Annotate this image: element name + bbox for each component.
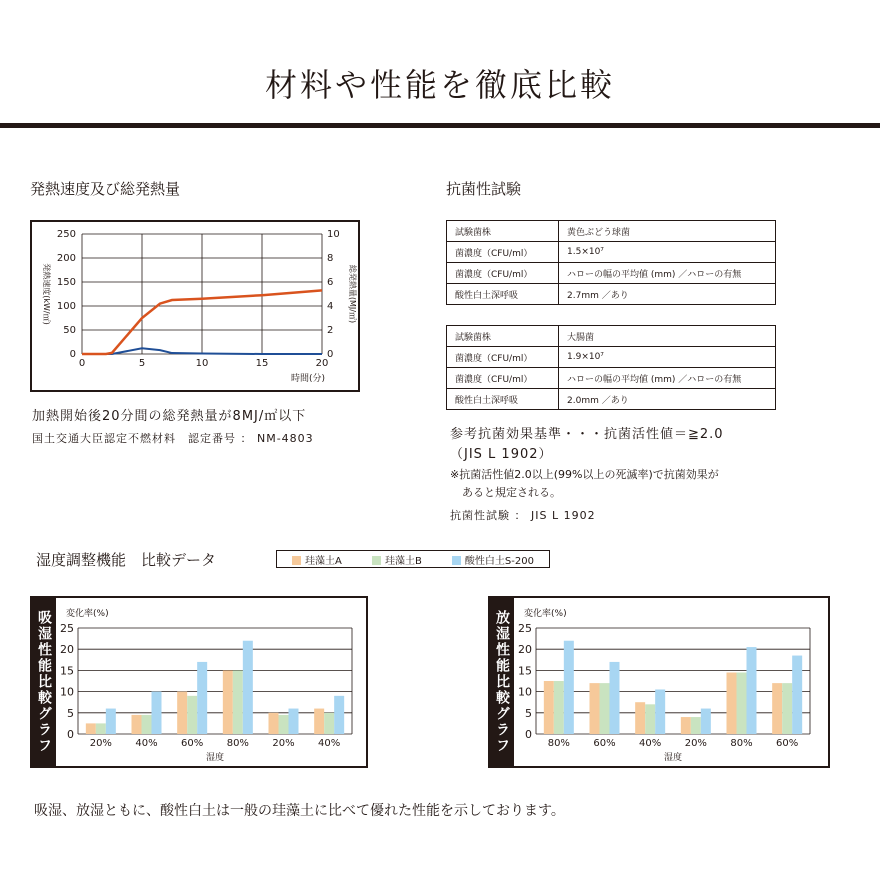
bar xyxy=(289,709,299,734)
x-axis-label: 時間(分) xyxy=(290,374,326,384)
legend-item xyxy=(452,552,534,567)
antibac-table-1 xyxy=(446,220,776,305)
title-divider xyxy=(0,123,880,128)
heat-section-title: 発熱速度及び総発熱量 xyxy=(30,180,181,198)
bar xyxy=(223,670,233,734)
y2-tick-label: 0 xyxy=(327,349,334,360)
bar xyxy=(86,723,96,734)
table-value: ハローの幅の平均値 (mm) ／ハローの有無 xyxy=(559,263,776,284)
table-key: 酸性白土深呼吸 xyxy=(447,389,559,410)
bar xyxy=(96,723,106,734)
x-tick-label: 40% xyxy=(135,738,158,749)
x-tick-label: 10 xyxy=(195,358,209,369)
table-value: 黄色ぶどう球菌 xyxy=(559,221,776,242)
release-chart-frame xyxy=(512,596,830,768)
x-tick-label: 40% xyxy=(318,738,341,749)
bar xyxy=(269,713,279,734)
bar xyxy=(691,717,701,734)
legend-swatch xyxy=(452,556,461,565)
x-tick-label: 20% xyxy=(272,738,295,749)
table-key: 酸性白土深呼吸 xyxy=(447,284,559,305)
bar xyxy=(610,662,620,734)
bar xyxy=(544,681,554,734)
x-tick-label: 60% xyxy=(593,738,616,749)
x-tick-label: 20% xyxy=(684,738,707,749)
release-tab: 放湿性能比較グラフ xyxy=(488,596,512,768)
y-tick-label: 10 xyxy=(60,685,74,699)
y-tick-label: 150 xyxy=(56,277,76,288)
y-tick-label: 25 xyxy=(60,622,74,635)
y-axis-label: 発熱速度(kW/㎡) xyxy=(42,263,51,325)
table-key: 菌濃度（CFU/ml） xyxy=(447,263,559,284)
heat-chart xyxy=(32,222,358,390)
bar xyxy=(187,696,197,734)
bar xyxy=(645,704,655,734)
table-row xyxy=(447,368,776,389)
bar xyxy=(681,717,691,734)
bar xyxy=(600,683,610,734)
bar xyxy=(747,647,757,734)
antibac-asterisk-1: ※抗菌活性値2.0以上(99%以上の死滅率)で抗菌効果が xyxy=(450,468,719,481)
table-key: 試験菌株 xyxy=(447,221,559,242)
x-tick-label: 40% xyxy=(639,738,662,749)
legend-label: 珪藻土B xyxy=(384,555,422,567)
bar xyxy=(279,715,289,734)
bar xyxy=(727,673,737,734)
x-tick-label: 60% xyxy=(181,738,204,749)
bar xyxy=(106,709,116,734)
bar xyxy=(314,709,324,734)
y-tick-label: 15 xyxy=(518,664,532,678)
table-key: 菌濃度（CFU/ml） xyxy=(447,242,559,263)
legend-item xyxy=(292,552,342,567)
y-tick-label: 5 xyxy=(67,706,74,720)
y-tick-label: 0 xyxy=(69,349,76,360)
heat-chart-frame xyxy=(30,220,360,392)
x-axis-label: 湿度 xyxy=(663,753,683,763)
footer-text: 吸湿、放湿ともに、酸性白土は一般の珪藻土に比べて優れた性能を示しております。 xyxy=(34,803,565,819)
humidity-section-title: 湿度調整機能 比較データ xyxy=(36,551,217,569)
table-key: 試験菌株 xyxy=(447,326,559,347)
legend-item xyxy=(372,552,422,567)
table-value: 大腸菌 xyxy=(559,326,776,347)
table-value: 2.0mm ／あり xyxy=(559,389,776,410)
table-row xyxy=(447,389,776,410)
bar xyxy=(554,681,564,734)
x-tick-label: 0 xyxy=(78,358,86,369)
x-tick-label: 80% xyxy=(226,738,249,749)
y-tick-label: 15 xyxy=(60,664,74,678)
bar xyxy=(737,673,747,734)
bar xyxy=(564,641,574,734)
table-row xyxy=(447,284,776,305)
bar xyxy=(782,683,792,734)
y2-tick-label: 6 xyxy=(327,277,334,288)
y2-tick-label: 2 xyxy=(327,325,334,336)
y-tick-label: 20 xyxy=(518,643,532,657)
y-tick-label: 5 xyxy=(525,706,532,720)
humidity-legend xyxy=(276,550,550,568)
y-tick-label: 50 xyxy=(63,325,76,336)
x-tick-label: 15 xyxy=(255,358,269,369)
y-tick-label: 20 xyxy=(60,643,74,657)
bar xyxy=(635,702,645,734)
bar xyxy=(132,715,142,734)
table-key: 菌濃度（CFU/ml） xyxy=(447,347,559,368)
table-key: 菌濃度（CFU/ml） xyxy=(447,368,559,389)
bar xyxy=(590,683,600,734)
bar xyxy=(233,670,243,734)
bar xyxy=(142,715,152,734)
antibac-test: 抗菌性試験 ： JIS L 1902 xyxy=(450,509,596,522)
bar xyxy=(324,713,334,734)
antibac-ref-2: （JIS L 1902） xyxy=(450,447,553,462)
bar xyxy=(655,689,665,734)
legend-swatch xyxy=(372,556,381,565)
bar xyxy=(772,683,782,734)
y2-tick-label: 10 xyxy=(327,229,340,240)
antibac-section-title: 抗菌性試験 xyxy=(446,180,522,198)
table-value: 1.9×10⁷ xyxy=(559,347,776,368)
table-value: 1.5×10⁷ xyxy=(559,242,776,263)
bar xyxy=(334,696,344,734)
table-value: 2.7mm ／あり xyxy=(559,284,776,305)
antibac-table-2 xyxy=(446,325,776,410)
x-tick-label: 5 xyxy=(138,358,146,369)
table-row xyxy=(447,326,776,347)
table-row xyxy=(447,347,776,368)
bar xyxy=(243,641,253,734)
y-tick-label: 200 xyxy=(56,253,76,264)
release-chart xyxy=(514,598,828,766)
x-axis-label: 湿度 xyxy=(205,753,225,763)
y-axis-label: 変化率(%) xyxy=(524,609,567,619)
y2-tick-label: 4 xyxy=(327,301,334,312)
x-tick-label: 60% xyxy=(776,738,799,749)
x-tick-label: 20 xyxy=(315,358,329,369)
absorb-chart-frame xyxy=(54,596,368,768)
table-row xyxy=(447,221,776,242)
legend-swatch xyxy=(292,556,301,565)
x-tick-label: 20% xyxy=(89,738,112,749)
heat-note-1: 加熱開始後20分間の総発熱量が8MJ/㎡以下 xyxy=(32,409,307,424)
y-tick-label: 0 xyxy=(525,728,532,741)
absorb-chart xyxy=(56,598,366,766)
x-tick-label: 80% xyxy=(730,738,753,749)
y-tick-label: 25 xyxy=(518,622,532,635)
bar xyxy=(177,692,187,734)
bar xyxy=(701,709,711,734)
antibac-ref-1: 参考抗菌効果基準・・・抗菌活性値＝≧2.0 xyxy=(450,427,724,442)
table-value: ハローの幅の平均値 (mm) ／ハローの有無 xyxy=(559,368,776,389)
y2-axis-label: 総発熱量(MJ/㎡) xyxy=(348,264,357,324)
bar xyxy=(792,656,802,734)
y-axis-label: 変化率(%) xyxy=(66,609,109,619)
legend-label: 酸性白土S-200 xyxy=(464,555,534,567)
bar xyxy=(152,692,162,734)
y-tick-label: 100 xyxy=(56,301,76,312)
bar xyxy=(197,662,207,734)
y2-tick-label: 8 xyxy=(327,253,334,264)
x-tick-label: 80% xyxy=(547,738,570,749)
table-row xyxy=(447,242,776,263)
y-tick-label: 10 xyxy=(518,685,532,699)
y-tick-label: 0 xyxy=(67,728,74,741)
absorb-tab: 吸湿性能比較グラフ xyxy=(30,596,54,768)
y-tick-label: 250 xyxy=(56,229,76,240)
heat-note-2: 国土交通大臣認定不燃材料 認定番号 ： NM-4803 xyxy=(32,432,314,445)
table-row xyxy=(447,263,776,284)
page-title: 材料や性能を徹底比較 xyxy=(264,66,615,104)
antibac-asterisk-2: あると規定される。 xyxy=(462,486,561,499)
legend-label: 珪藻土A xyxy=(305,555,342,567)
